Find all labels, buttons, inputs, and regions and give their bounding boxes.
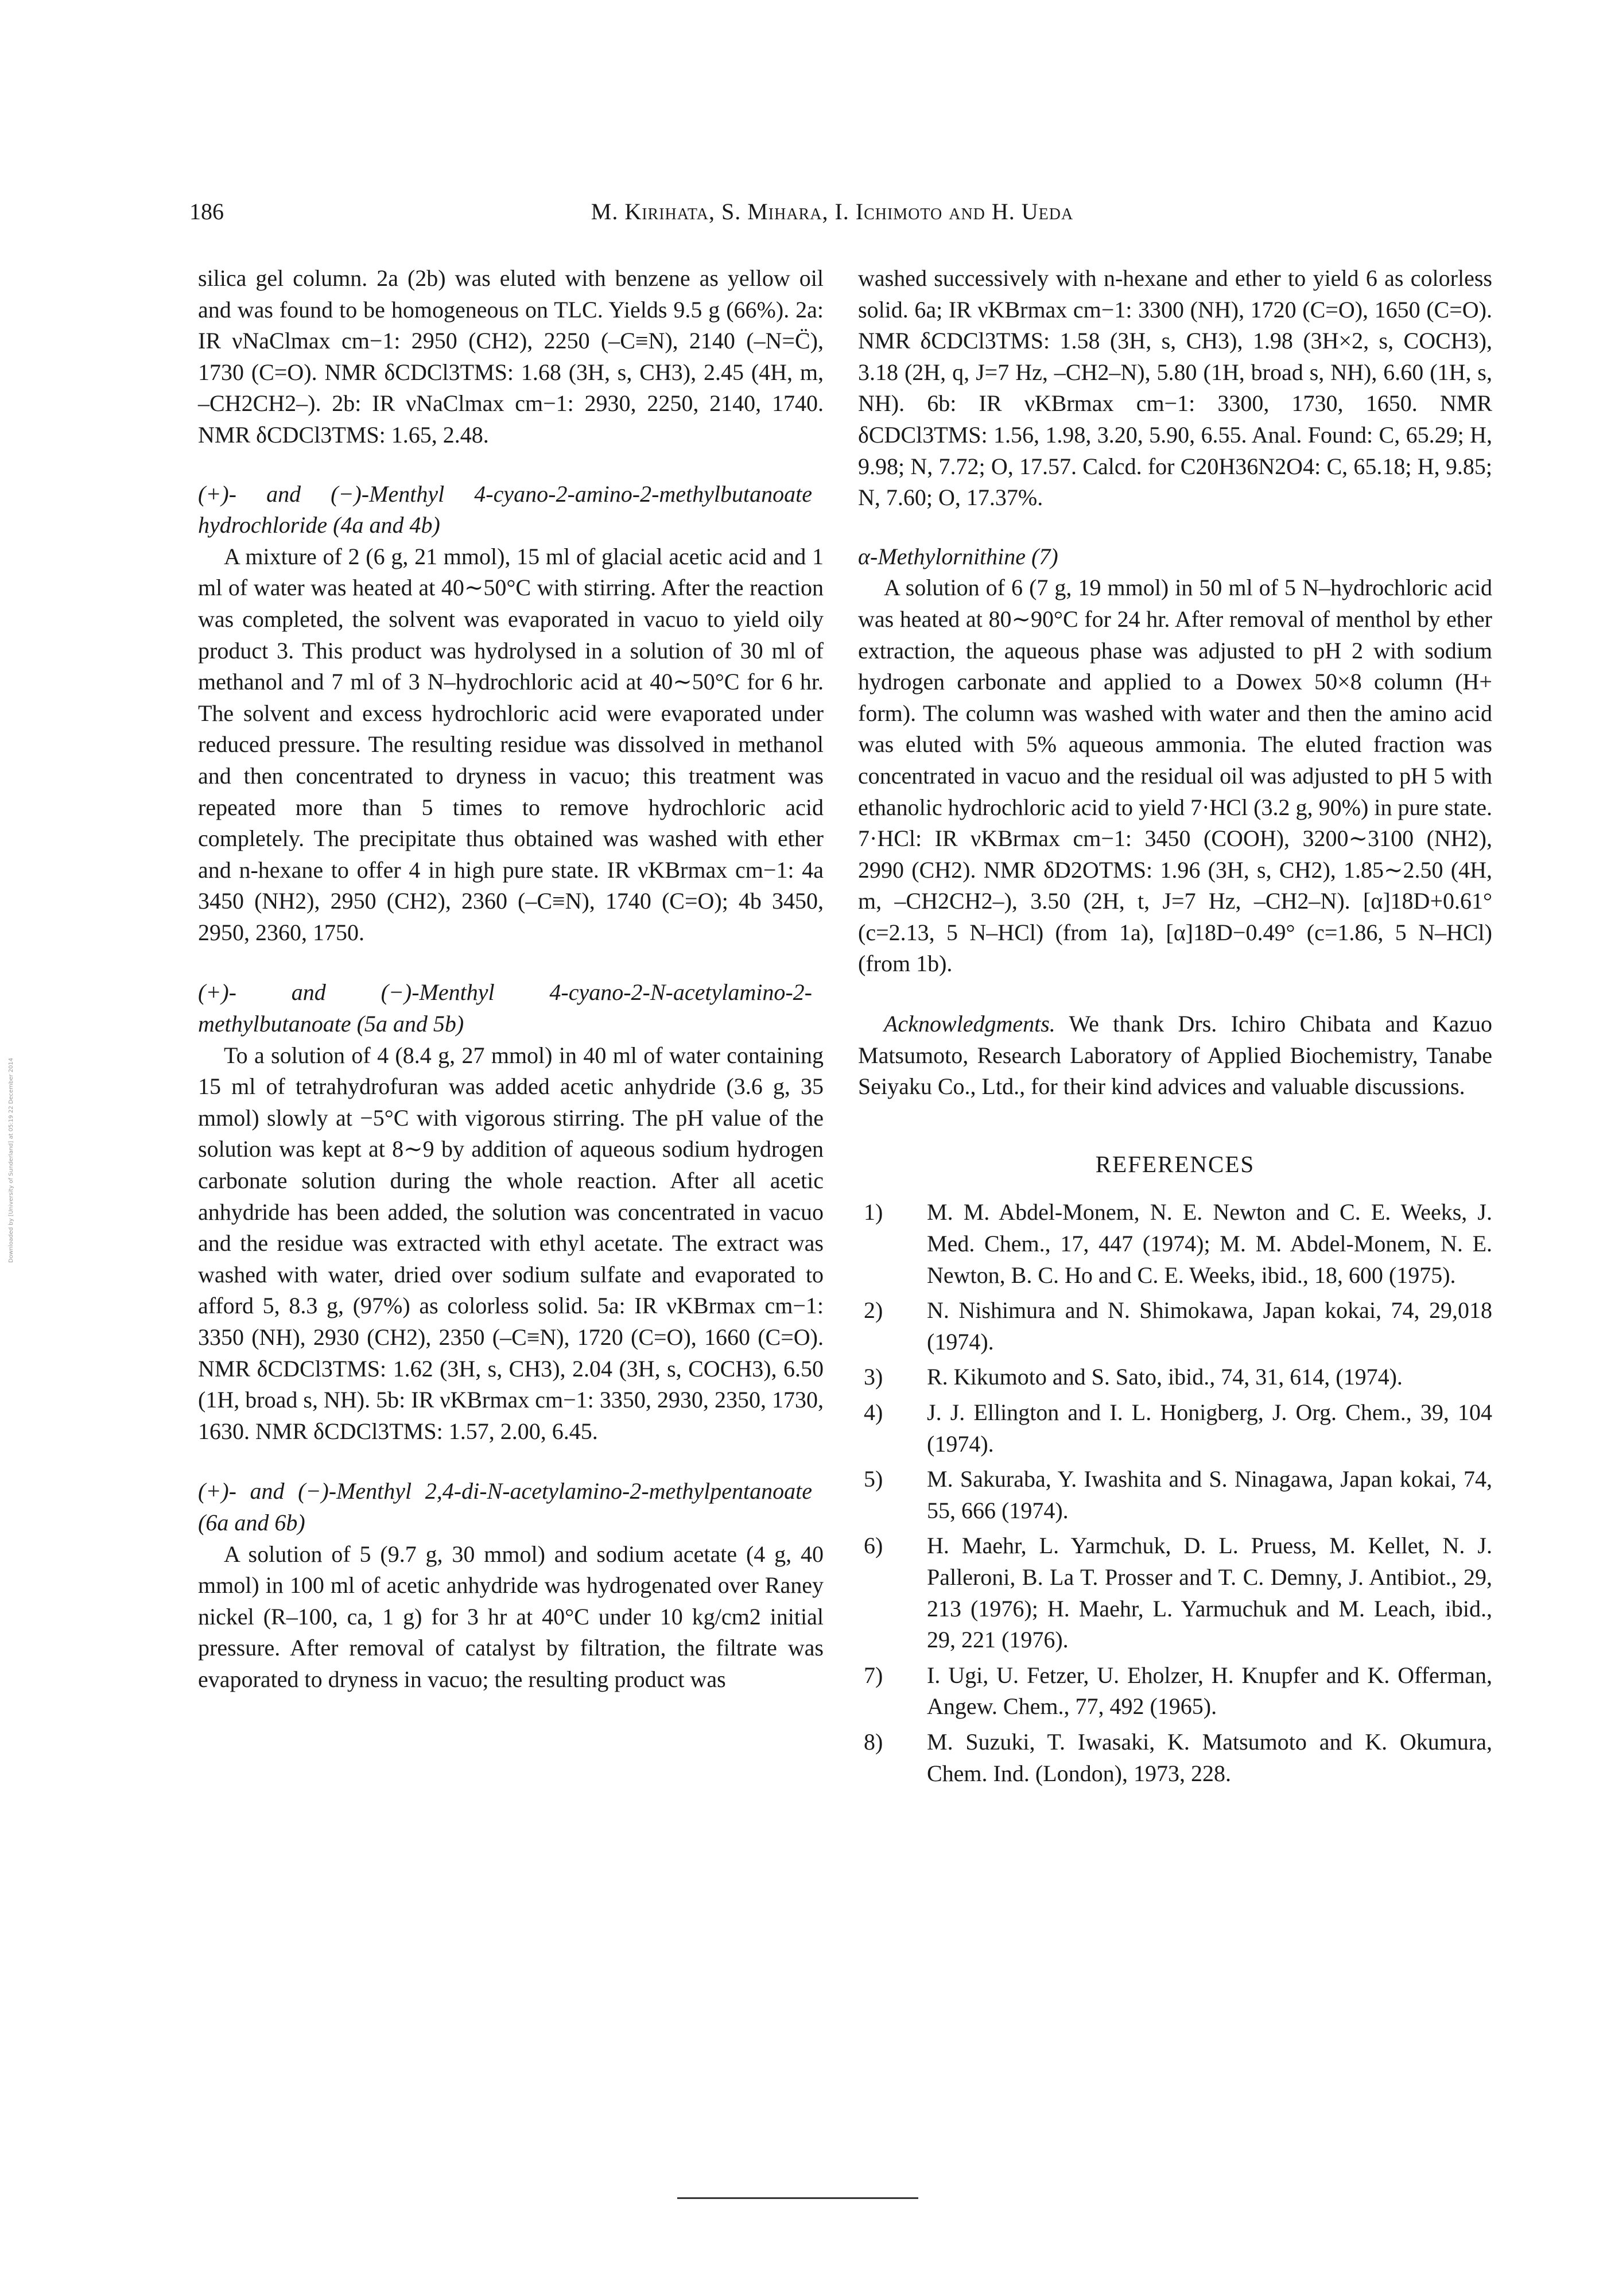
- reference-text: M. Sakuraba, Y. Iwashita and S. Ninagawa, Japan kokai, 74, 55, 666 (1974).: [927, 1466, 1492, 1523]
- right-column: [858, 263, 1492, 1793]
- ack-label: Acknowledgments.: [884, 1011, 1055, 1037]
- page-number: 186: [189, 199, 224, 224]
- reference-number: 2): [864, 1297, 883, 1324]
- section-heading: (+)- and (−)-Menthyl 4-cyano-2-N-acetylamino-2-methylbutanoate (5a and 5b): [198, 979, 812, 1037]
- reference-number: 7): [864, 1662, 883, 1688]
- reference-item: [858, 1397, 1492, 1460]
- reference-item: [858, 1197, 1492, 1291]
- paragraph: A solution of 5 (9.7 g, 30 mmol) and sodium acetate (4 g, 40 mmol) in 100 ml of acetic anhydride was hydrogenated over Raney nickel (R–100, ca, 1 g) for 3 hr at 40°C under 10 kg/cm2 initial pressure. After removal of catalyst by filtration, the filtrate was evaporated to dryness in vacuo; the resulting product was: [198, 1541, 824, 1692]
- section-heading: (+)- and (−)-Menthyl 4-cyano-2-amino-2-methylbutanoate hydrochloride (4a and 4b): [198, 480, 812, 538]
- reference-text: N. Nishimura and N. Shimokawa, Japan kokai, 74, 29,018 (1974).: [927, 1297, 1492, 1355]
- reference-number: 3): [864, 1364, 883, 1390]
- reference-item: [858, 1464, 1492, 1526]
- reference-text: I. Ugi, U. Fetzer, U. Eholzer, H. Knupfer and K. Offerman, Angew. Chem., 77, 492 (1965).: [927, 1662, 1492, 1720]
- left-column: [198, 263, 824, 1696]
- reference-item: [858, 1530, 1492, 1655]
- paragraph: To a solution of 4 (8.4 g, 27 mmol) in 40 ml of water containing 15 ml of tetrahydrofuran was added acetic anhydride (3.6 g, 35 mmol) slowly at −5°C with vigorous stirring. The pH value of the solution was kept at 8∼9 by addition of aqueous sodium hydrogen carbonate solution during the whole reaction. After all acetic anhydride has been added, the solution was concentrated in vacuo and the residue was extracted with ethyl acetate. The extract was washed with water, dried over sodium sulfate and evaporated to afford 5, 8.3 g, (97%) as colorless solid. 5a: IR νKBrmax cm−1: 3350 (NH), 2930 (CH2), 2350 (–C≡N), 1720 (C=O), 1660 (C=O). NMR δCDCl3TMS: 1.62 (3H, s, CH3), 2.04 (3H, s, COCH3), 6.50 (1H, broad s, NH). 5b: IR νKBrmax cm−1: 3350, 2930, 2350, 1730, 1630. NMR δCDCl3TMS: 1.57, 2.00, 6.45.: [198, 1042, 824, 1444]
- reference-number: 6): [864, 1533, 883, 1559]
- reference-item: [858, 1362, 1492, 1393]
- reference-item: [858, 1660, 1492, 1723]
- ack-text: We thank Drs. Ichiro Chibata and Kazuo Matsumoto, Research Laboratory of Applied Biochemistry, Tanabe Seiyaku Co., Ltd., for their kind advices and valuable discussions.: [858, 1011, 1493, 1100]
- reference-number: 4): [864, 1399, 883, 1425]
- reference-number: 1): [864, 1199, 883, 1225]
- running-head: [189, 198, 1475, 225]
- section-heading: α-Methylornithine (7): [858, 543, 1058, 569]
- reference-number: 5): [864, 1466, 883, 1492]
- reference-item: [858, 1295, 1492, 1358]
- paragraph: A mixture of 2 (6 g, 21 mmol), 15 ml of glacial acetic acid and 1 ml of water was heated at 40∼50°C with stirring. After the reaction was completed, the solvent was evaporated in vacuo to yield oily product 3. This product was hydrolysed in a solution of 30 ml of methanol and 7 ml of 3 N–hydrochloric acid at 40∼50°C for 6 hr. The solvent and excess hydrochloric acid were evaporated under reduced pressure. The resulting residue was dissolved in methanol and then concentrated to dryness in vacuo; this treatment was repeated more than 5 times to remove hydrochloric acid completely. The precipitate thus obtained was washed with ether and n-hexane to offer 4 in high pure state. IR νKBrmax cm−1: 4a 3450 (NH2), 2950 (CH2), 2360 (–C≡N), 1740 (C=O); 4b 3450, 2950, 2360, 1750.: [198, 543, 824, 945]
- references-title: REFERENCES: [1095, 1150, 1255, 1177]
- reference-text: R. Kikumoto and S. Sato, ibid., 74, 31, 614, (1974).: [927, 1364, 1403, 1390]
- author-line: M. Kirihata, S. Mihara, I. Ichimoto and H. Ueda: [591, 199, 1074, 224]
- reference-item: [858, 1727, 1492, 1789]
- page-header: [189, 198, 1475, 244]
- acknowledgments: [858, 1009, 1492, 1103]
- paragraph: A solution of 6 (7 g, 19 mmol) in 50 ml of 5 N–hydrochloric acid was heated at 80∼90°C for 24 hr. After removal of menthol by ether extraction, the aqueous phase was adjusted to pH 2 with sodium hydrogen carbonate and applied to a Dowex 50×8 column (H+ form). The column was washed with water and then the amino acid was eluted with 5% aqueous ammonia. The eluted fraction was concentrated in vacuo and the residual oil was adjusted to pH 5 with ethanolic hydrochloric acid to yield 7·HCl (3.2 g, 90%) in pure state. 7·HCl: IR νKBrmax cm−1: 3450 (COOH), 3200∼3100 (NH2), 2990 (CH2). NMR δD2OTMS: 1.96 (3H, s, CH2), 1.85∼2.50 (4H, m, –CH2CH2–), 3.50 (2H, t, J=7 Hz, –CH2–N). [α]18D+0.61° (c=2.13, 5 N–HCl) (from 1a), [α]18D−0.49° (c=1.86, 5 N–HCl) (from 1b).: [858, 575, 1492, 977]
- paragraph: silica gel column. 2a (2b) was eluted with benzene as yellow oil and was found to be homogeneous on TLC. Yields 9.5 g (66%). 2a: IR νNaClmax cm−1: 2950 (CH2), 2250 (–C≡N), 2140 (–N=C̈), 1730 (C=O). NMR δCDCl3TMS: 1.68 (3H, s, CH3), 2.45 (4H, m, –CH2CH2–). 2b: IR νNaClmax cm−1: 2930, 2250, 2140, 1740. NMR δCDCl3TMS: 1.65, 2.48.: [198, 265, 824, 448]
- reference-number: 8): [864, 1728, 883, 1755]
- reference-text: H. Maehr, L. Yarmchuk, D. L. Pruess, M. Kellet, N. J. Palleroni, B. La T. Prosser and T. C. Demny, J. Antibiot., 29, 213 (1976); H. Maehr, L. Yarmuchuk and M. Leach, ibid., 29, 221 (1976).: [927, 1533, 1492, 1653]
- section-heading: (+)- and (−)-Menthyl 2,4-di-N-acetylamino-2-methylpentanoate (6a and 6b): [198, 1478, 812, 1535]
- footer-rule: [677, 2197, 918, 2199]
- reference-text: M. Suzuki, T. Iwasaki, K. Matsumoto and K. Okumura, Chem. Ind. (London), 1973, 228.: [927, 1728, 1492, 1786]
- paragraph: washed successively with n-hexane and ether to yield 6 as colorless solid. 6a; IR νKBrmax cm−1: 3300 (NH), 1720 (C=O), 1650 (C=O). NMR δCDCl3TMS: 1.58 (3H, s, CH3), 1.98 (3H×2, s, COCH3), 3.18 (2H, q, J=7 Hz, –CH2–N), 5.80 (1H, broad s, NH), 6.60 (1H, s, NH). 6b: IR νKBrmax cm−1: 3300, 1730, 1650. NMR δCDCl3TMS: 1.56, 1.98, 3.20, 5.90, 6.55. Anal. Found: C, 65.29; H, 9.98; N, 7.72; O, 17.57. Calcd. for C20H36N2O4: C, 65.18; H, 9.85; N, 7.60; O, 17.37%.: [858, 265, 1492, 511]
- reference-text: M. M. Abdel-Monem, N. E. Newton and C. E. Weeks, J. Med. Chem., 17, 447 (1974); M. M. Abdel-Monem, N. E. Newton, B. C. Ho and C. E. Weeks, ibid., 18, 600 (1975).: [927, 1199, 1492, 1288]
- reference-text: J. J. Ellington and I. L. Honigberg, J. Org. Chem., 39, 104 (1974).: [927, 1399, 1492, 1457]
- download-note: Downloaded by [University of Sunderland] at 05:19 22 December 2014: [8, 1057, 14, 1263]
